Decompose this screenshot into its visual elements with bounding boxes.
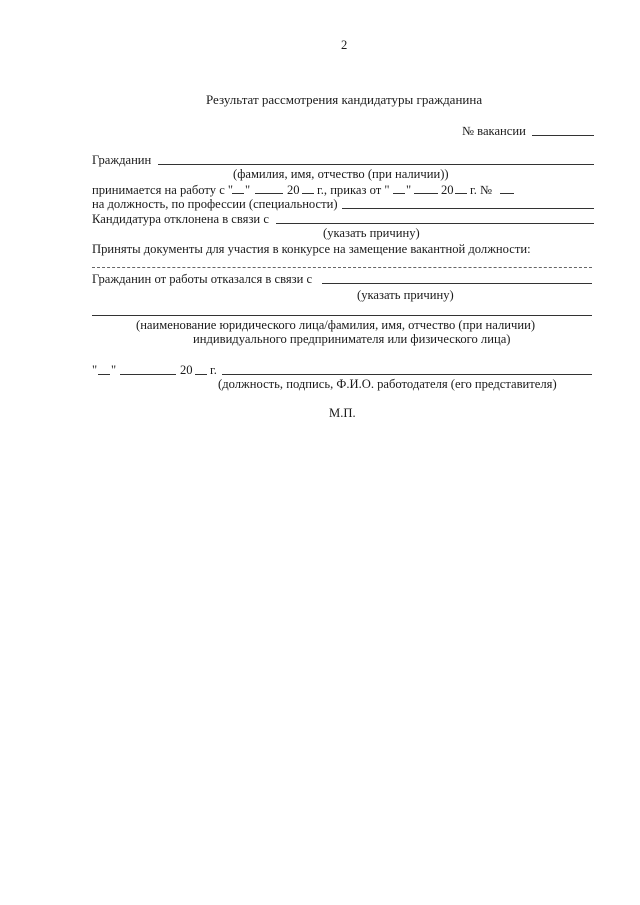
order-month-field[interactable] bbox=[414, 193, 438, 194]
refused-label: Гражданин от работы отказался в связи с bbox=[92, 272, 313, 286]
date-quote-open: " bbox=[92, 363, 98, 377]
hired-prefix: принимается на работу с " bbox=[92, 183, 234, 197]
date-quote-close: " bbox=[111, 363, 117, 377]
date-year-prefix: 20 bbox=[180, 363, 193, 377]
hired-order-label: г., приказ от " bbox=[317, 183, 390, 197]
documents-field[interactable] bbox=[92, 267, 592, 268]
date-month-field[interactable] bbox=[120, 374, 176, 375]
page-title: Результат рассмотрения кандидатуры гражданина bbox=[206, 92, 483, 107]
order-year-prefix: 20 bbox=[441, 183, 454, 197]
rejected-label: Кандидатура отклонена в связи с bbox=[92, 212, 269, 226]
vacancy-field[interactable] bbox=[532, 135, 594, 136]
order-number-field[interactable] bbox=[500, 193, 514, 194]
hired-quote-2: " bbox=[406, 183, 412, 197]
entity-caption-line2: индивидуального предпринимателя или физического лица) bbox=[193, 332, 511, 346]
entity-name-field[interactable] bbox=[92, 315, 592, 316]
documents-label: Приняты документы для участия в конкурсе на замещение вакантной должности: bbox=[92, 242, 531, 256]
signature-field[interactable] bbox=[222, 374, 592, 375]
hired-year-prefix: 20 bbox=[287, 183, 300, 197]
hired-year-field[interactable] bbox=[302, 193, 314, 194]
page-number: 2 bbox=[341, 38, 348, 52]
order-year-field[interactable] bbox=[455, 193, 467, 194]
order-day-field[interactable] bbox=[393, 193, 405, 194]
stamp-label: М.П. bbox=[329, 406, 356, 420]
refused-reason-caption: (указать причину) bbox=[357, 288, 454, 302]
date-day-field[interactable] bbox=[98, 374, 110, 375]
position-field[interactable] bbox=[342, 208, 594, 209]
vacancy-label: № вакансии bbox=[462, 124, 526, 138]
position-label: на должность, по профессии (специальности) bbox=[92, 197, 338, 211]
refused-reason-field[interactable] bbox=[322, 283, 592, 284]
date-year-suffix: г. bbox=[210, 363, 217, 377]
rejected-reason-caption: (указать причину) bbox=[323, 226, 420, 240]
entity-caption-line1: (наименование юридического лица/фамилия, имя, отчество (при наличии) bbox=[136, 318, 536, 332]
citizen-label: Гражданин bbox=[92, 153, 152, 167]
hired-month-field[interactable] bbox=[255, 193, 283, 194]
order-number-label: г. № bbox=[470, 183, 493, 197]
citizen-name-field[interactable] bbox=[158, 164, 594, 165]
rejected-reason-field[interactable] bbox=[276, 223, 594, 224]
hired-day-field[interactable] bbox=[232, 193, 244, 194]
hired-quote-1: " bbox=[245, 183, 251, 197]
date-year-field[interactable] bbox=[195, 374, 207, 375]
signature-caption: (должность, подпись, Ф.И.О. работодателя (его представителя) bbox=[218, 377, 557, 391]
citizen-caption: (фамилия, имя, отчество (при наличии)) bbox=[233, 167, 449, 181]
